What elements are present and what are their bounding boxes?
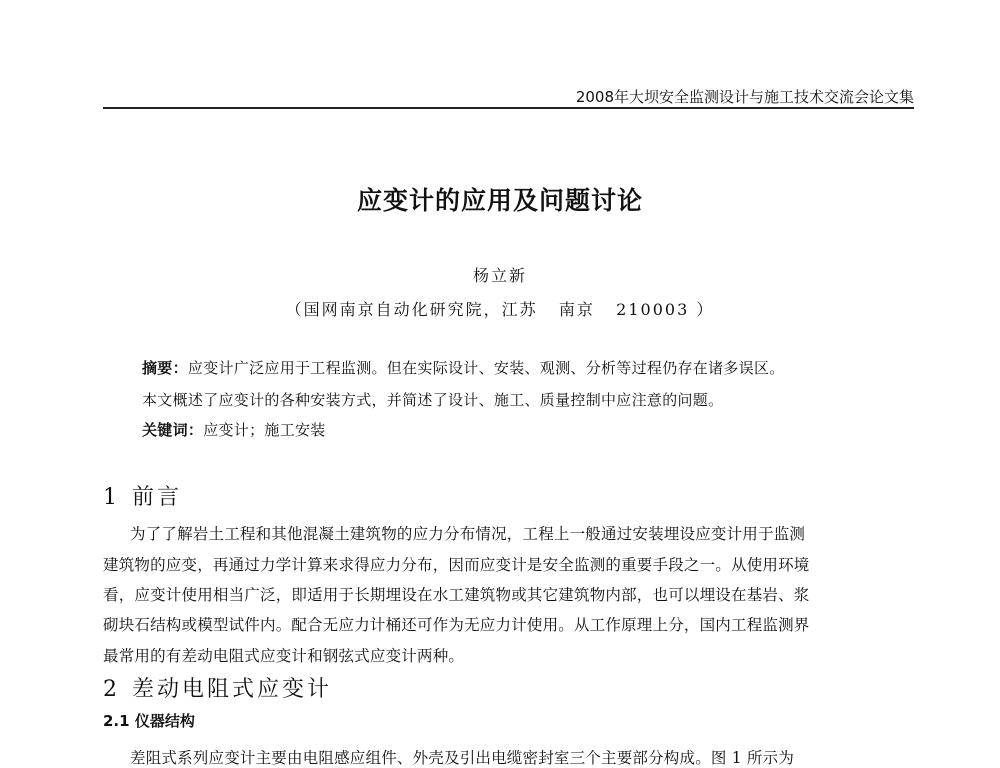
subsection-2-1-title: 仪器结构 <box>134 712 195 730</box>
paper-title: 应变计的应用及问题讨论 <box>356 186 643 215</box>
keywords-text: 应变计；施工安装 <box>203 421 326 439</box>
section-2-heading <box>103 672 332 703</box>
author-name: 杨立新 <box>472 266 527 285</box>
subsection-2-1-heading <box>103 710 195 731</box>
section-1-line-5: 最常用的有差动电阻式应变计和钢弦式应变计两种。 <box>103 647 465 665</box>
abstract-text-1: 应变计广泛应用于工程监测。但在实际设计、安装、观测、分析等过程仍存在诸多误区。 <box>187 359 785 377</box>
running-header: 2008年大坝安全监测设计与施工技术交流会论文集 <box>575 88 914 106</box>
section-1-title: 前言 <box>132 485 183 510</box>
section-1-line-4: 砌块石结构或模型试件内。配合无应力计桶还可作为无应力计使用。从工作原理上分，国内工程监测界 <box>103 616 810 634</box>
section-1-line-3: 看，应变计使用相当广泛，即适用于长期埋设在水工建筑物或其它建筑物内部，也可以埋设在基岩、浆 <box>103 586 810 604</box>
section-2-number: 2 <box>103 677 120 702</box>
subsection-2-1-number: 2.1 <box>103 712 130 730</box>
abstract-label: 摘要： <box>142 359 188 377</box>
header-rule <box>103 107 914 109</box>
section-1-heading <box>103 480 182 511</box>
section-1-number: 1 <box>103 485 120 510</box>
author-affiliation: （国网南京自动化研究院，江苏 南京 210003 ） <box>285 300 715 319</box>
section-1-line-1: 为了了解岩土工程和其他混凝土建筑物的应力分布情况，工程上一般通过安装埋设应变计用于监测 <box>130 525 806 543</box>
abstract-line-1 <box>142 357 785 378</box>
section-1-line-2: 建筑物的应变，再通过力学计算来求得应力分布，因而应变计是安全监测的重要手段之一。从使用环境 <box>103 556 810 574</box>
keywords-label: 关键词： <box>142 421 204 439</box>
section-2-title: 差动电阻式应变计 <box>132 677 333 702</box>
keywords-line <box>142 419 326 440</box>
section-2-1-line-1: 差阻式系列应变计主要由电阻感应组件、外壳及引出电缆密封室三个主要部分构成。图 1 所示为 <box>130 749 795 767</box>
abstract-line-2: 本文概述了应变计的各种安装方式，并简述了设计、施工、质量控制中应注意的问题。 <box>142 391 724 409</box>
